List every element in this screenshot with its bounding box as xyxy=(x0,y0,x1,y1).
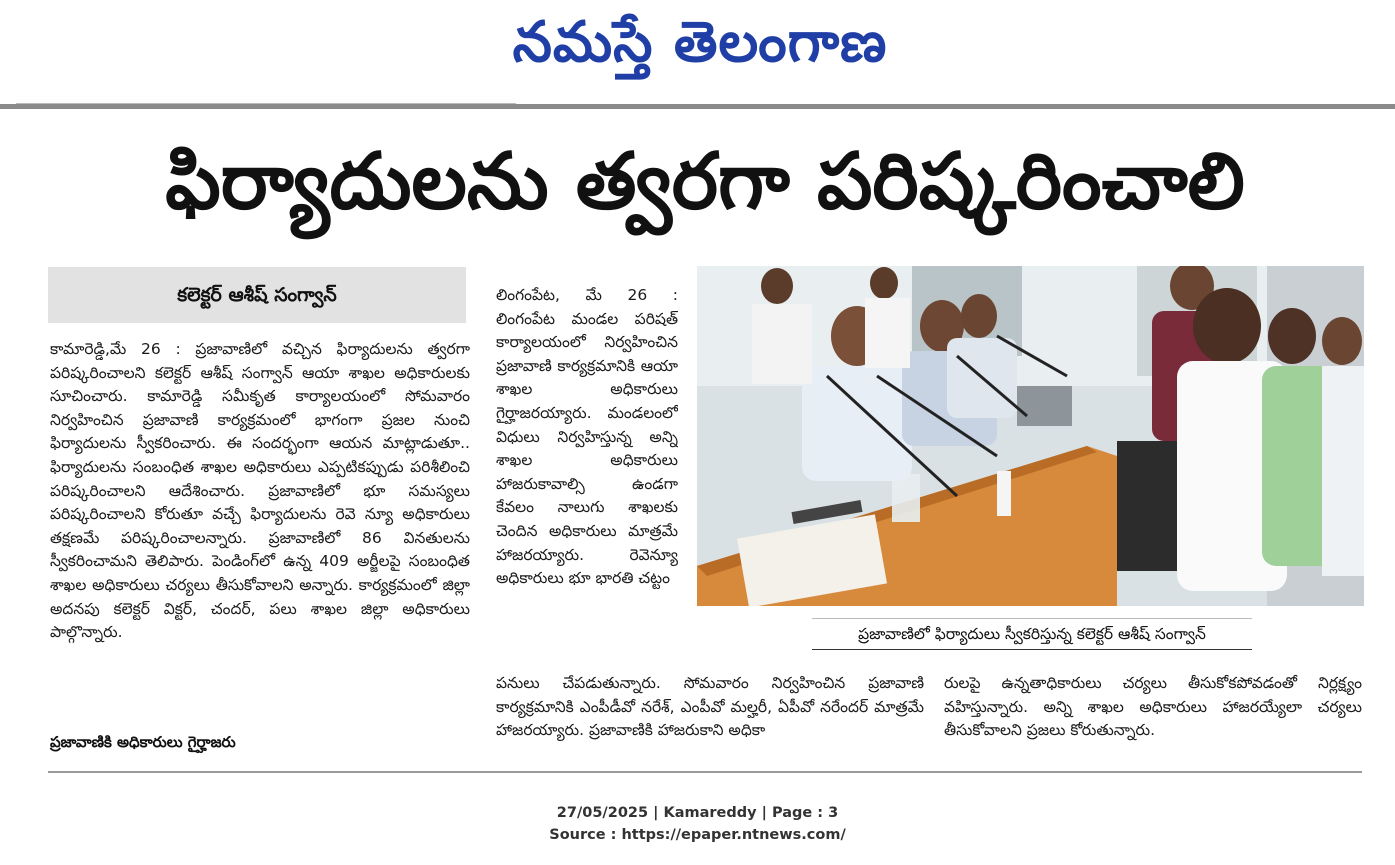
masthead-title: నమస్తే తెలంగాణ xyxy=(512,10,888,75)
side-heading: ప్రజావాణికి అధికారులు గైర్హాజరు xyxy=(50,733,236,751)
subhead-box xyxy=(48,267,466,323)
article-headline: ఫిర్యాదులను త్వరగా పరిష్కరించాలి xyxy=(165,137,1245,227)
masthead-divider xyxy=(0,104,1395,109)
left-column-text: కామారెడ్డి,మే 26 : ప్రజావాణిలో వచ్చిన ఫిర్యాదులను త్వరగా పరిష్కరించాలని కలెక్టర్ ఆశీష్ సంగ్వాన్ ఆయా శాఖల అధికారులకు సూచించారు. కామారెడ్డి సమీకృత కార్యాలయంలో సోమవారం నిర్వహించిన ప్రజావాణి కార్యక్రమంలో భాగంగా ప్రజల నుంచి ఫిర్యాదులను స్వీకరించారు. ఈ సందర్భంగా ఆయన మాట్లాడుతూ.. ఫిర్యాదులను సంబంధిత శాఖల అధికారులు ఎప్పటికప్పుడు పరిశీలించి పరిష్కరించాలని ఆదేశించారు. ప్రజావాణిలో భూ సమస్యలు పరిష్కరించాలని కోరుతూ వచ్చే ఫిర్యాదులను రెవె న్యూ అధికారులు తక్షణమే పరిష్కరించాలన్నారు. ప్రజావాణిలో 86 వినతులను స్వీకరించామని తెలిపారు. పెండింగ్‌లో ఉన్న 409 అర్జీలపై సంబంధిత శాఖల అధికారులు చర్యలు తీసుకోవాలని అన్నారు. కార్యక్రమంలో జిల్లా అదనపు కలెక్టర్ విక్టర్, చందర్, పలు శాఖల జిల్లా అధికారులు పాల్గొన్నారు. xyxy=(50,340,470,642)
middle-column-text: లింగంపేట, మే 26 : లింగంపేట మండల పరిషత్ కార్యాలయంలో నిర్వహించిన ప్రజావాణి కార్యక్రమానికి ఆయా శాఖల అధికారులు గైర్హాజరయ్యారు. మండలంలో విధులు నిర్వహిస్తున్న అన్ని శాఖల అధికారులు హాజరుకావాల్సి ఉండగా కేవలం నాలుగు శాఖలకు చెందిన అధికారులు మాత్రమే హాజరయ్యారు. రెవెన్యూ అధికారులు భూ భారతి చట్టం xyxy=(496,286,678,588)
meeting-photo xyxy=(697,266,1364,606)
bottom-column-a-text: పనులు చేపడుతున్నారు. సోమవారం నిర్వహించిన ప్రజావాణి కార్యక్రమానికి ఎంపీడీవో నరేశ్, ఎంపీవో మల్హరీ, ఏపీవో నరేందర్ మాత్రమే హాజరయ్యారు. ప్రజావాణికి హాజరుకాని అధికా xyxy=(496,674,924,740)
left-column xyxy=(50,338,470,718)
bottom-column-a xyxy=(496,672,924,752)
middle-column xyxy=(496,284,678,668)
bottom-column-b-text: రులపై ఉన్నతాధికారులు చర్యలు తీసుకోకపోవడంతో నిర్లక్ష్యం వహిస్తున్నారు. అన్ని శాఖల అధికారులు హాజరయ్యేలా చర్యలు తీసుకోవాలని ప్రజలు కోరుతున్నారు. xyxy=(944,674,1362,740)
photo-caption: ప్రజావాణిలో ఫిర్యాదులు స్వీకరిస్తున్న కలెక్టర్ ఆశీష్ సంగ్వాన్ xyxy=(812,619,1252,650)
footer-date-page: 27/05/2025 | Kamareddy | Page : 3 xyxy=(556,805,839,821)
bottom-column-b xyxy=(944,672,1362,752)
meeting-photo-illustration xyxy=(697,266,1364,606)
masthead xyxy=(0,0,1395,98)
article-subhead: కలెక్టర్ ఆశీష్ సంగ్వాన్ xyxy=(177,284,337,306)
footer-divider xyxy=(48,771,1362,773)
footer-source: Source : https://epaper.ntnews.com/ xyxy=(549,827,846,843)
